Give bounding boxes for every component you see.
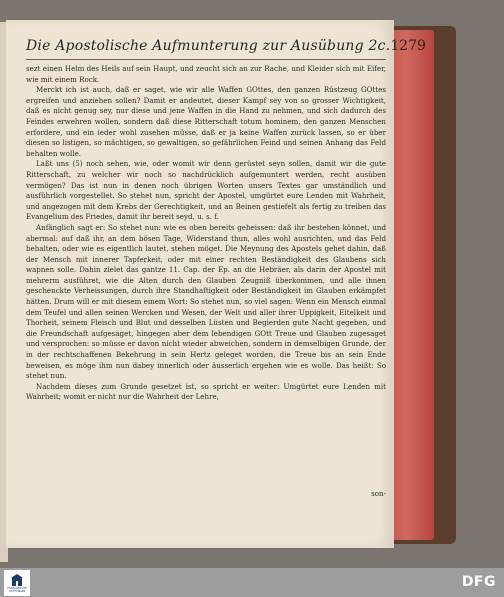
library-logo-text: FRANCKESCHE STIFTUNGEN	[7, 587, 27, 593]
library-logo[interactable]	[4, 570, 30, 596]
catchword: son-	[371, 489, 386, 498]
orphan-house-icon	[10, 573, 24, 587]
paragraph: sezt einen Helm des Heils auf sein Haupt, und zeucht sich an zur Rache, und Kleider sich mit Eifer, wie mit einem Rock.	[26, 64, 386, 84]
page-header	[26, 38, 426, 54]
page-edges	[388, 30, 434, 540]
paragraph: Anfänglich sagt er: So stehet nun: wie es oben bereits geheissen: daß ihr bestehen könnet, und abermal: auf daß ihr, an dem bösen Tage, Widerstand thun, alles wohl ausrichten, und das Feld behalten, oder wie es eigentlich lautet, stehen möget. Die Meynung des Apostels gehet dahin, daß der Mensch mit innerer Tapferkeit, oder mit einer rechten Beständigkeit des Glaubens sich wapnen solle. Dahin zielet das gantze 11. Cap. der Ep. an die Hebräer, als darin der Apostel mit mehrerm ausführet, wie die Alten durch den Glauben Zeugniß überkommen, und alle ihnen geschenckte Verheissungen, durch ihre Standhaftigkeit oder Beständigkeit im Glauben erkämpfet hätten. Drum will er mit diesem einem Wort: So stehet nun, so viel sagen: Wenn ein Mensch einmal dem Teufel und allen seinen Wercken und Wesen, der Welt und aller ihrer Uppigkeit, Eitelkeit und Thorheit, seinem Fleisch und Blut und desselben Lüsten und Begierden gute Nacht gegeben, und die Freundschaft aufgesaget, hingegen aber dem lebendigen GOtt Treue und Glauben zugesaget und versprochen: so müsse er davon nicht wieder abweichen, sondern in demselbigen Grunde, der in der rechtschaffenen Bekehrung in sein Hertz geleget worden, die Treue bis an sein Ende beweisen, es möge ihm nun dabey innerlich oder äusserlich ergehen wie es wolle. Das heißt: So stehet nun.	[26, 222, 386, 381]
dfg-logo[interactable]: DFG	[461, 574, 496, 590]
viewer-footer	[0, 568, 504, 597]
page-number: 1279	[390, 38, 426, 54]
paragraph: Nachdem dieses zum Grunde gesetzet ist, so spricht er weiter: Umgürtet eure Lenden mit Wahrheit; womit er nicht nur die Wahrheit der Lehre,	[26, 381, 386, 402]
body-text	[26, 64, 386, 494]
paragraph: Merckt ich ist auch, daß er saget, wie wir alle Waffen GOttes, den ganzen Rüstzeug GOttes ergreifen und anziehen sollen? Damit er andeutet, dieser Kampf sey von so grosser Wichtigkeit, daß es nicht genug sey, nur diese und jene Waffen in die Hand zu nehmen, und sich dadurch des Feindes erwehren wollen, sondern daß diese Ritterschaft totum hominem, den ganzen Menschen erfordere, und ein ieder wohl zusehen müsse, daß er ja keine Waffen zurück lassen, so er über diesen so listigen, so mächtigen, so gewaltigen, so gefährlichen Feind und seinen Anhang das Feld behalten wolle.	[26, 85, 386, 158]
paragraph: Laßt uns (5) noch sehen, wie, oder womit wir denn gerüstet seyn sollen, damit wir die gute Ritterschaft, zu welcher wir noch so nachdrücklich aufgemuntert werden, recht ausüben vermögen? Das ist nun in denen noch übrigen Worten unsers Textes gar umständlich und ausführlich vorgestellet. So stehet nun, spricht der Apostel, umgürtet eure Lenden mit Wahrheit, und angezogen mit dem Krebs der Gerechtigkeit, und an Beinen gestiefelt als fertig zu treiben das Evangelium des Friedes, damit ihr bereit seyd, u. s. f.	[26, 159, 386, 222]
running-head: Die Apostolische Aufmunterung zur Ausübung 2c.	[26, 38, 391, 54]
header-rule	[26, 59, 386, 60]
